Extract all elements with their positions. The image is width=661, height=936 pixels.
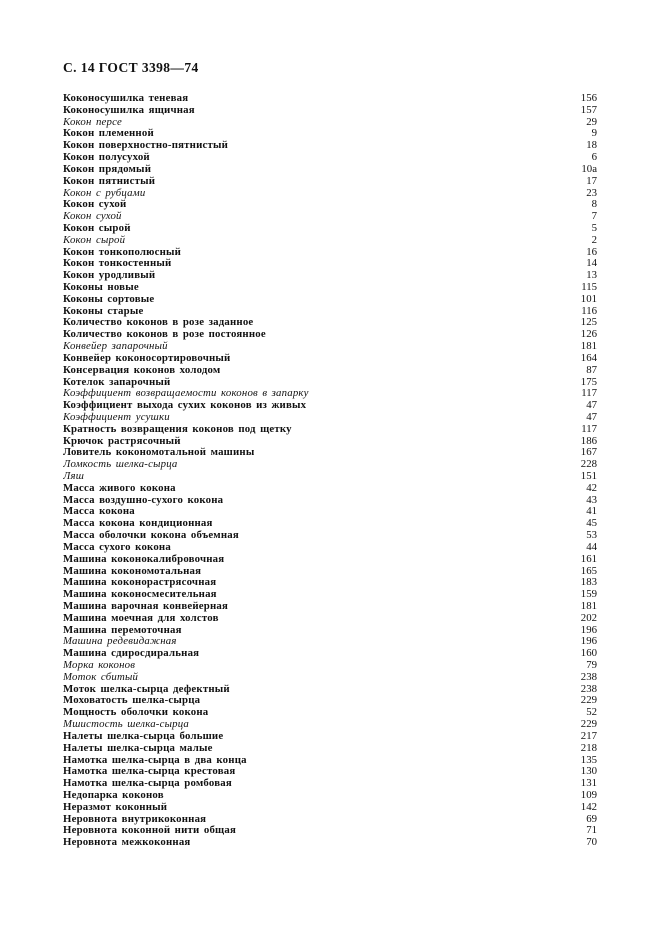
page-number: 183 bbox=[580, 576, 597, 589]
page-number: 165 bbox=[580, 564, 597, 577]
term-label: Налеты шелка-сырца большие bbox=[63, 730, 224, 742]
index-row bbox=[63, 684, 597, 696]
term-label: Коконосушилка ящичная bbox=[63, 104, 195, 116]
page-number: 159 bbox=[580, 588, 597, 601]
page-number: 229 bbox=[580, 718, 597, 731]
term-label: Масса живого кокона bbox=[63, 482, 176, 494]
index-row bbox=[63, 270, 597, 282]
index-row bbox=[63, 329, 597, 341]
index-row bbox=[63, 436, 597, 448]
term-label: Мощность оболочки кокона bbox=[63, 707, 209, 719]
term-label: Машина кокономотальная bbox=[63, 565, 202, 577]
index-row bbox=[63, 483, 597, 495]
term-label: Коконы старые bbox=[63, 305, 144, 317]
index-row bbox=[63, 353, 597, 365]
term-label: Кокон прядомый bbox=[63, 163, 152, 175]
page-number: 157 bbox=[580, 103, 597, 116]
index-row bbox=[63, 518, 597, 530]
index-row bbox=[63, 601, 597, 613]
index-row bbox=[63, 140, 597, 152]
term-label: Моток шелка-сырца дефектный bbox=[63, 683, 230, 695]
term-label: Кратность возвращения коконов под щетку bbox=[63, 423, 292, 435]
term-label: Масса кокона bbox=[63, 506, 135, 518]
index-list bbox=[63, 93, 597, 849]
term-label: Кокон уродливый bbox=[63, 270, 156, 282]
page-number: 217 bbox=[580, 729, 597, 742]
page-number: 47 bbox=[586, 399, 597, 412]
index-row bbox=[63, 660, 597, 672]
page-number: 53 bbox=[586, 529, 597, 542]
page-number: 17 bbox=[586, 174, 597, 187]
term-label: Намотка шелка-сырца крестовая bbox=[63, 766, 236, 778]
term-label: Кокон с рубцами bbox=[63, 187, 146, 199]
page-number: 71 bbox=[586, 824, 597, 837]
index-row bbox=[63, 282, 597, 294]
page-number: 18 bbox=[586, 139, 597, 152]
index-row bbox=[63, 814, 597, 826]
page-number: 160 bbox=[580, 647, 597, 660]
term-label: Конвейер запарочный bbox=[63, 341, 168, 353]
index-row bbox=[63, 294, 597, 306]
page-number: 238 bbox=[580, 682, 597, 695]
index-row bbox=[63, 790, 597, 802]
index-row bbox=[63, 211, 597, 223]
page-number: 202 bbox=[580, 611, 597, 624]
page-number: 16 bbox=[586, 245, 597, 258]
index-row bbox=[63, 766, 597, 778]
term-label: Количество коконов в розе постоянное bbox=[63, 329, 266, 341]
page-number: 23 bbox=[586, 186, 597, 199]
page-number: 181 bbox=[580, 340, 597, 353]
index-row bbox=[63, 459, 597, 471]
index-row bbox=[63, 577, 597, 589]
page-number: 131 bbox=[580, 777, 597, 790]
index-row bbox=[63, 825, 597, 837]
page-number: 156 bbox=[580, 92, 597, 104]
page-number: 6 bbox=[591, 151, 597, 164]
term-label: Ляш bbox=[63, 471, 85, 482]
term-label: Неровнота внутрикоконная bbox=[63, 813, 207, 825]
page-number: 70 bbox=[586, 836, 597, 849]
index-row bbox=[63, 128, 597, 140]
page-header: С. 14 ГОСТ 3398—74 bbox=[63, 60, 199, 75]
page-number: 13 bbox=[586, 269, 597, 282]
term-label: Количество коконов в розе заданное bbox=[63, 317, 254, 329]
page-number: 69 bbox=[586, 812, 597, 825]
index-row bbox=[63, 377, 597, 389]
page-number: 130 bbox=[580, 765, 597, 778]
page-number: 87 bbox=[586, 363, 597, 376]
page-number: 186 bbox=[580, 434, 597, 447]
index-row bbox=[63, 755, 597, 767]
term-label: Налеты шелка-сырца малые bbox=[63, 742, 213, 754]
term-label: Кокон пятнистый bbox=[63, 175, 156, 187]
index-row bbox=[63, 506, 597, 518]
term-label: Кокон тонкополюсный bbox=[63, 246, 182, 258]
page-number: 126 bbox=[580, 328, 597, 341]
page-number: 196 bbox=[580, 635, 597, 648]
index-row bbox=[63, 412, 597, 424]
term-label: Масса воздушно-сухого кокона bbox=[63, 494, 224, 506]
index-row bbox=[63, 247, 597, 259]
page-number: 79 bbox=[586, 659, 597, 671]
term-label: Машина перемоточная bbox=[63, 624, 182, 636]
term-label: Неровнота коконной нити общая bbox=[63, 825, 236, 837]
index-row bbox=[63, 341, 597, 353]
page-number: 218 bbox=[580, 741, 597, 754]
page-number: 7 bbox=[591, 210, 597, 223]
index-row bbox=[63, 388, 597, 400]
term-label: Машина сдиросдиральная bbox=[63, 648, 200, 660]
term-label: Мшистость шелка-сырца bbox=[63, 719, 190, 731]
page-number: 29 bbox=[586, 115, 597, 128]
term-label: Крючок растрясочный bbox=[63, 435, 181, 447]
page-number: 135 bbox=[580, 753, 597, 766]
index-row bbox=[63, 707, 597, 719]
term-label: Масса оболочки кокона объемная bbox=[63, 530, 239, 542]
page-number: 125 bbox=[580, 316, 597, 329]
term-label: Машина редевидажная bbox=[63, 636, 177, 648]
page-number: 44 bbox=[586, 540, 597, 553]
term-label: Коэффициент возвращаемости коконов в запарку bbox=[63, 388, 309, 400]
page-number: 14 bbox=[586, 257, 597, 270]
page-number: 142 bbox=[580, 800, 597, 813]
page-number: 238 bbox=[580, 670, 597, 683]
term-label: Кокон сырой bbox=[63, 234, 126, 246]
index-row bbox=[63, 258, 597, 270]
index-row bbox=[63, 176, 597, 188]
term-label: Морка коконов bbox=[63, 660, 136, 671]
term-label: Кокон поверхностно-пятнистый bbox=[63, 140, 229, 152]
index-row bbox=[63, 424, 597, 436]
term-label: Кокон сухой bbox=[63, 211, 122, 223]
index-row bbox=[63, 199, 597, 211]
index-row bbox=[63, 152, 597, 164]
page-number: 196 bbox=[580, 623, 597, 636]
index-row bbox=[63, 802, 597, 814]
index-row bbox=[63, 837, 597, 849]
term-label: Неразмот коконный bbox=[63, 801, 168, 813]
page-number: 229 bbox=[580, 694, 597, 707]
index-row bbox=[63, 93, 597, 105]
page-number: 101 bbox=[580, 292, 597, 305]
page-number: 117 bbox=[581, 387, 597, 400]
index-row bbox=[63, 625, 597, 637]
page-number: 45 bbox=[586, 517, 597, 530]
page-number: 47 bbox=[586, 410, 597, 423]
term-label: Машина коконосмесительная bbox=[63, 589, 217, 601]
index-row bbox=[63, 495, 597, 507]
index-row bbox=[63, 743, 597, 755]
page-number: 42 bbox=[586, 481, 597, 494]
term-label: Масса кокона кондиционная bbox=[63, 518, 213, 530]
term-label: Кокон полусухой bbox=[63, 152, 150, 164]
page-number: 109 bbox=[580, 788, 597, 801]
page-number: 2 bbox=[591, 233, 597, 246]
page-number: 115 bbox=[581, 281, 597, 293]
index-row bbox=[63, 613, 597, 625]
term-label: Моток сбитый bbox=[63, 671, 139, 683]
term-label: Недопарка коконов bbox=[63, 789, 164, 801]
index-row bbox=[63, 471, 597, 483]
page-number: 52 bbox=[586, 706, 597, 719]
index-row bbox=[63, 778, 597, 790]
index-row bbox=[63, 306, 597, 318]
page-number: 228 bbox=[580, 458, 597, 471]
term-label: Машина варочная конвейерная bbox=[63, 600, 229, 612]
page-number: 9 bbox=[591, 127, 597, 140]
term-label: Консервация коконов холодом bbox=[63, 364, 221, 376]
index-row bbox=[63, 554, 597, 566]
term-label: Ловитель кокономотальной машины bbox=[63, 447, 255, 459]
page-number: 116 bbox=[581, 304, 597, 317]
index-row bbox=[63, 719, 597, 731]
term-label: Коконы новые bbox=[63, 282, 139, 293]
index-row bbox=[63, 542, 597, 554]
index-row bbox=[63, 636, 597, 648]
index-row bbox=[63, 731, 597, 743]
term-label: Масса сухого кокона bbox=[63, 541, 171, 553]
index-row bbox=[63, 117, 597, 129]
term-label: Намотка шелка-сырца ромбовая bbox=[63, 778, 232, 790]
term-label: Неровнота межкоконная bbox=[63, 837, 191, 849]
index-row bbox=[63, 530, 597, 542]
index-row bbox=[63, 365, 597, 377]
page-number: 164 bbox=[580, 351, 597, 364]
page-number: 5 bbox=[591, 221, 597, 234]
term-label: Кокон тонкостенный bbox=[63, 258, 172, 270]
term-label: Кокон персе bbox=[63, 116, 122, 128]
term-label: Машина коконокалибровочная bbox=[63, 553, 225, 565]
index-row bbox=[63, 223, 597, 235]
index-row bbox=[63, 105, 597, 117]
term-label: Ломкость шелка-сырца bbox=[63, 459, 178, 471]
index-row bbox=[63, 400, 597, 412]
term-label: Котелок запарочный bbox=[63, 376, 171, 388]
index-row bbox=[63, 188, 597, 200]
index-row bbox=[63, 235, 597, 247]
term-label: Коэффициент выхода сухих коконов из живых bbox=[63, 400, 307, 412]
term-label: Коконы сортовые bbox=[63, 293, 155, 305]
term-label: Коэффициент усушки bbox=[63, 411, 170, 423]
page-number: 117 bbox=[581, 422, 597, 435]
index-row bbox=[63, 164, 597, 176]
index-row bbox=[63, 589, 597, 601]
term-label: Кокон сырой bbox=[63, 222, 131, 234]
term-label: Машина коконорастрясочная bbox=[63, 577, 217, 589]
index-row bbox=[63, 566, 597, 578]
page-number: 167 bbox=[580, 446, 597, 459]
index-row bbox=[63, 447, 597, 459]
page-number: 41 bbox=[586, 505, 597, 518]
page-number: 10а bbox=[581, 162, 597, 175]
term-label: Намотка шелка-сырца в два конца bbox=[63, 754, 247, 766]
term-label: Конвейер коконосортировочный bbox=[63, 352, 231, 364]
index-row bbox=[63, 672, 597, 684]
page-number: 161 bbox=[580, 552, 597, 565]
page-number: 8 bbox=[591, 198, 597, 211]
term-label: Машина моечная для холстов bbox=[63, 612, 219, 624]
page-number: 43 bbox=[586, 493, 597, 506]
term-label: Кокон сухой bbox=[63, 199, 127, 211]
index-row bbox=[63, 317, 597, 329]
index-row bbox=[63, 695, 597, 707]
term-label: Коконосушилка теневая bbox=[63, 93, 189, 104]
page-number: 181 bbox=[580, 599, 597, 612]
index-row bbox=[63, 648, 597, 660]
term-label: Моховатость шелка-сырца bbox=[63, 695, 201, 707]
term-label: Кокон племенной bbox=[63, 128, 154, 140]
page-number: 151 bbox=[580, 470, 597, 482]
page-number: 175 bbox=[580, 375, 597, 388]
